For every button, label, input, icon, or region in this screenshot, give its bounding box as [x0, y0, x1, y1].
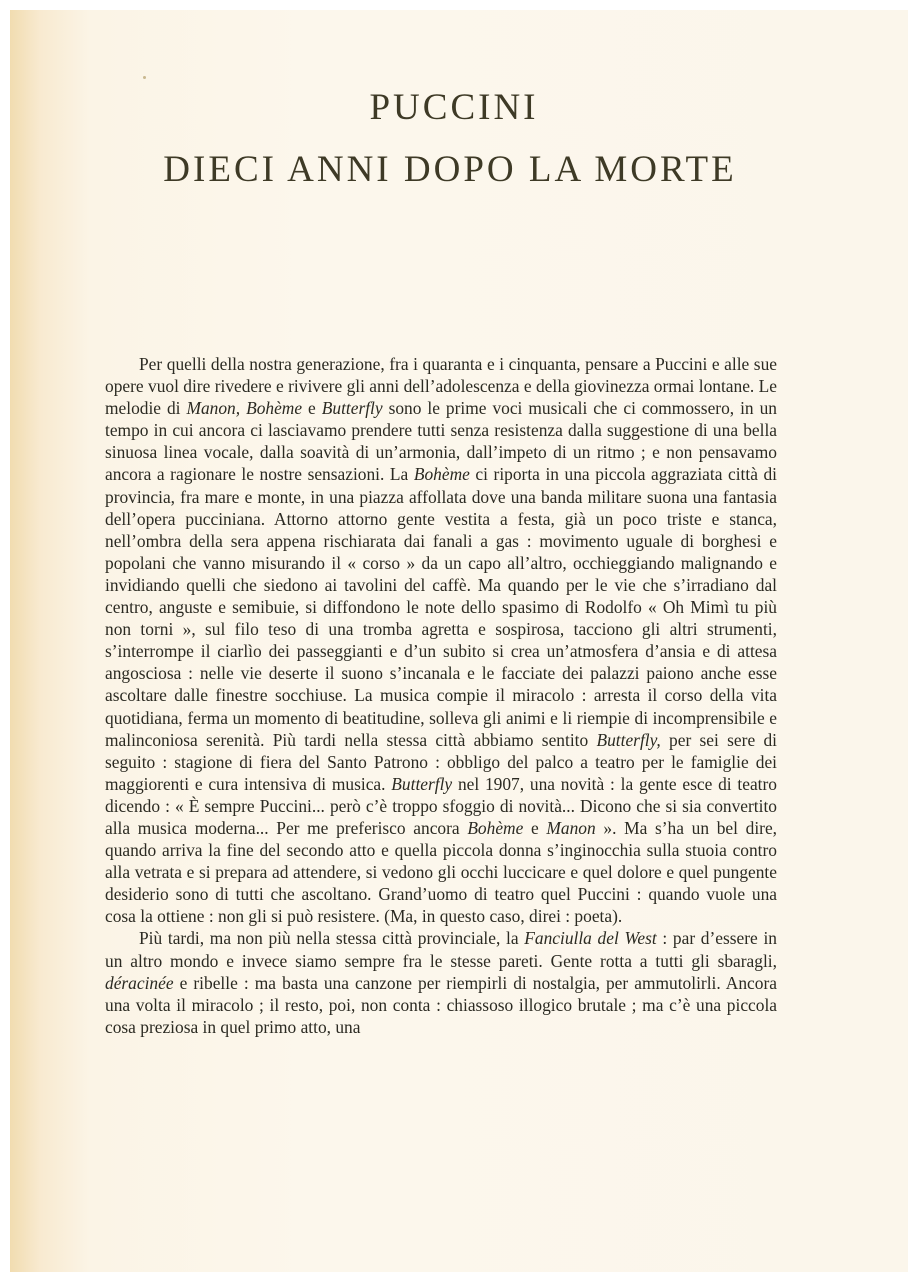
text-run: per sei sere di seguito : stagione di fiera del Santo Patrono : obbligo del palco a teatro per le famiglie dei maggiorenti e cura intensiva di musica. [105, 729, 777, 794]
italic-text-run: Bohème [467, 817, 524, 838]
italic-text-run: Fanciulla del West [524, 928, 657, 949]
text-run: Per quelli della nostra generazione, fra i quaranta e i cinquanta, pensare a Puccini e alle sue opere vuol dire rivedere e rivivere gli anni dell’adolescenza e della giovinezza ormai lontane. Le melodie di [105, 354, 777, 419]
italic-text-run: Butterfly [391, 773, 453, 794]
article-body [105, 353, 777, 1038]
text-run: : par d’essere in un altro mondo e invece siamo sempre fra le stesse pareti. Gente rotta a tutti gli sbaragli, [105, 928, 777, 971]
title-line-1: PUCCINI [369, 87, 539, 128]
paragraph-1 [105, 353, 777, 927]
book-page [10, 10, 908, 1272]
italic-text-run: Bohème [413, 464, 470, 485]
italic-text-run: Manon [546, 817, 596, 838]
italic-text-run: Butterfly, [596, 729, 661, 750]
italic-text-run: déracinée [105, 972, 174, 993]
text-run: e ribelle : ma basta una canzone per riempirli di nostalgia, per ammutolirli. Ancora una volta il miracolo ; il resto, poi, non conta : chiassoso illogico brutale ; ma c’è una piccola cosa preziosa in quel primo atto, una [105, 972, 777, 1037]
text-run: ». Ma s’ha un bel dire, quando arriva la fine del secondo atto e quella piccola donna s’inginocchia sulla stuoia contro alla vetrata e si prepara ad attendere, si vedono gli occhi luccicare e quel dolore e quel pungente desiderio sono di tutti che ascoltano. Grand’uomo di teatro quel Puccini : quando vuole una cosa la ottiene : non gli si può resistere. (Ma, in questo caso, direi : poeta). [105, 817, 778, 927]
page-speck [143, 76, 146, 79]
italic-text-run: Bohème [246, 398, 303, 419]
text-run: Più tardi, ma non più nella stessa città provinciale, la [139, 928, 525, 949]
text-run: sono le prime voci musicali che ci commossero, in un tempo in cui ancora ci lasciavamo prendere tutti senza resistenza dalla suggestione di una bella sinuosa linea vocale, dalla soavità di un’armonia, dall’impeto di un ritmo ; e non pensavamo ancora a ragionare le nostre sensazioni. La [105, 398, 777, 485]
text-run: nel 1907, una novità : la gente esce di teatro dicendo : « È sempre Puccini... però c’è troppo sfoggio di novità... Dicono che si sia convertito alla musica moderna... Per me preferisco ancora [105, 773, 778, 838]
italic-text-run: Butterfly [321, 398, 383, 419]
text-run: e [302, 398, 322, 419]
text-run: ci riporta in una piccola aggraziata città di provincia, fra mare e monte, in una piazza affollata dove una banda militare suona una fantasia dell’opera pucciniana. Attorno attorno gente vestita a festa, già un poco triste e stanca, nell’ombra della sera appena rischiarata dai fanali a gas : movimento uguale di borghesi e popolani che vanno misurando il « corso » da un capo all’altro, occhieggiando malignando e invidiando quelli che siedono ai tavolini del caffè. Ma quando per le vie che s’irradiano dal centro, anguste e semibuie, si diffondono le note dello spasimo di Rodolfo « Oh Mimì tu più non torni », sul filo teso di una tromba agretta e sospirosa, tacciono gli altri strumenti, s’interrompe il ciarlìo dei passeggianti e d’un subito si crea un’atmosfera d’ansia e di attesa angosciosa : nelle vie deserte il suono s’incanala e le facciate dei palazzi paiono anche esse ascoltare dalle finestre socchiuse. La musica compie il miracolo : arresta il corso della vita quotidiana, ferma un momento di beatitudine, solleva gli animi e li riempie di incomprensibile e malinconiosa serenità. Più tardi nella stessa città abbiamo sentito [105, 464, 778, 750]
italic-text-run: Manon, [186, 398, 241, 419]
text-run: e [523, 817, 547, 838]
title-line-2: DIECI ANNI DOPO LA MORTE [163, 149, 737, 190]
paragraph-2 [105, 927, 777, 1037]
